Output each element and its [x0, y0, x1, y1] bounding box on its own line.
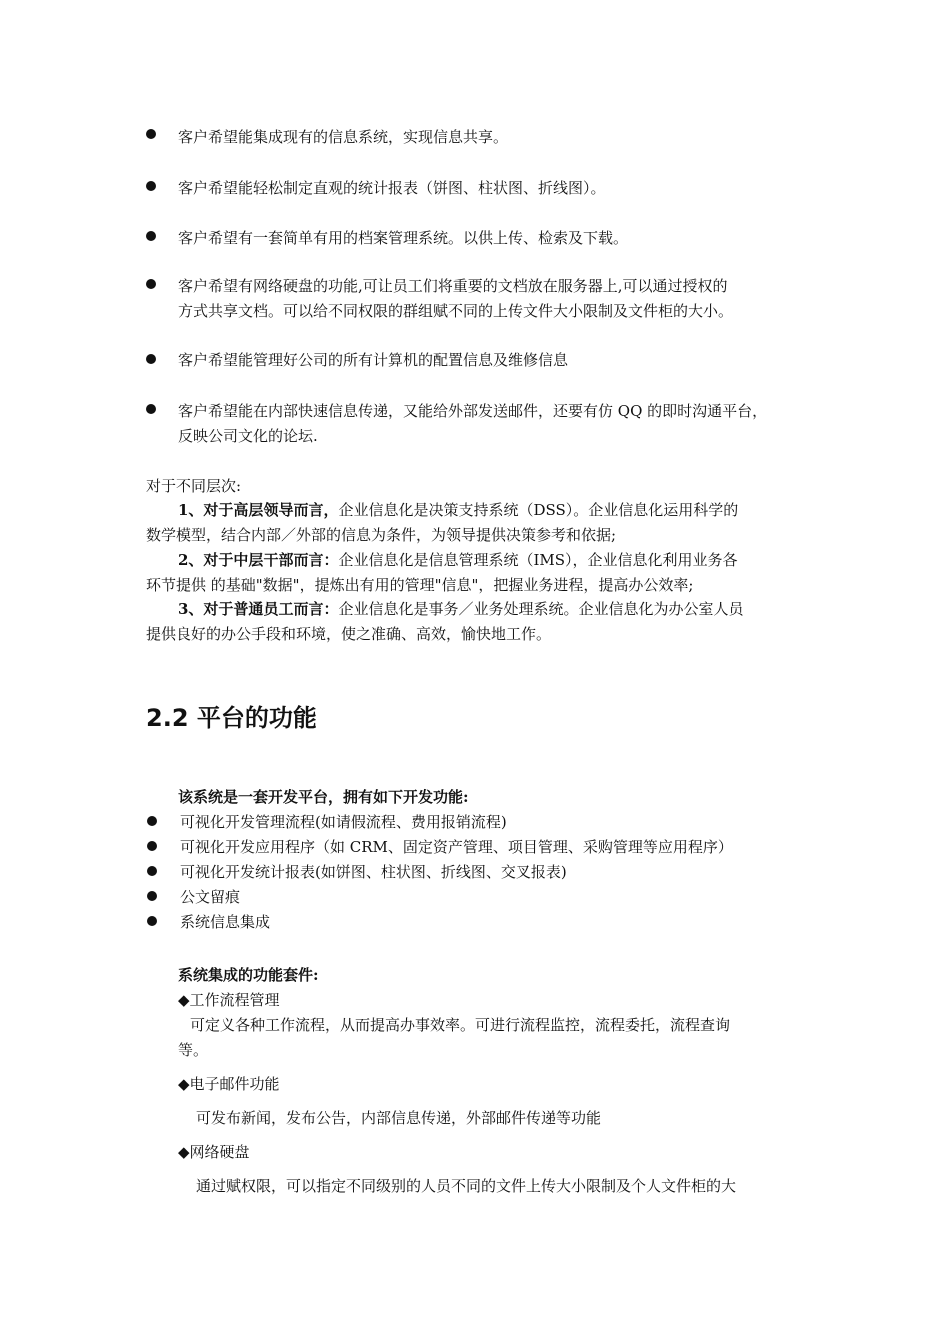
- level-heading: 3、对于普通员工而言：: [178, 600, 339, 618]
- list-item: 客户希望能管理好公司的所有计算机的配置信息及维修信息: [178, 351, 569, 369]
- level-text: 企业信息化是信息管理系统（IMS），企业信息化利用业务各: [338, 551, 738, 569]
- suite-title: 系统集成的功能套件:: [178, 966, 319, 984]
- bullet-icon: [146, 231, 156, 241]
- list-item: 客户希望能集成现有的信息系统，实现信息共享。: [178, 128, 509, 146]
- bullet-icon: [146, 354, 156, 364]
- feature-item: 可视化开发应用程序（如 CRM、固定资产管理、项目管理、采购管理等应用程序）: [180, 838, 733, 856]
- list-item-continuation: 反映公司文化的论坛.: [178, 427, 318, 445]
- suite-item-desc: 等。: [178, 1041, 209, 1059]
- suite-item-desc: 可发布新闻，发布公告，内部信息传递，外部邮件传递等功能: [196, 1109, 602, 1127]
- bullet-icon: [147, 816, 157, 826]
- feature-item: 系统信息集成: [180, 913, 271, 931]
- list-item: 客户希望有一套简单有用的档案管理系统。以供上传、检索及下载。: [178, 229, 629, 247]
- bullet-icon: [146, 181, 156, 191]
- section-heading: 2.2 平台的功能: [146, 704, 317, 732]
- list-item: 客户希望能轻松制定直观的统计报表（饼图、柱状图、折线图）。: [178, 179, 606, 197]
- list-item: 客户希望有网络硬盘的功能,可让员工们将重要的文档放在服务器上,可以通过授权的: [178, 277, 728, 295]
- level-text: 企业信息化是决策支持系统（DSS）。企业信息化运用科学的: [338, 501, 739, 519]
- bullet-icon: [147, 866, 157, 876]
- suite-item-title: ◆电子邮件功能: [178, 1075, 280, 1093]
- feature-item: 可视化开发管理流程(如请假流程、费用报销流程): [180, 813, 507, 831]
- level-heading: 2、对于中层干部而言：: [178, 551, 339, 569]
- level-paragraph-continuation: 提供良好的办公手段和环境，使之准确、高效，愉快地工作。: [146, 625, 552, 643]
- level-text: 企业信息化是事务／业务处理系统。企业信息化为办公室人员: [338, 600, 744, 618]
- bullet-icon: [147, 916, 157, 926]
- suite-item-title: ◆网络硬盘: [178, 1143, 250, 1161]
- bullet-icon: [147, 891, 157, 901]
- level-paragraph: [178, 548, 738, 572]
- level-paragraph-continuation: 环节提供 的基础"数据"，提炼出有用的管理"信息"，把握业务进程，提高办公效率;: [146, 576, 694, 594]
- level-paragraph-continuation: 数学模型，结合内部／外部的信息为条件，为领导提供决策参考和依据;: [146, 526, 617, 544]
- suite-item-title: ◆工作流程管理: [178, 991, 280, 1009]
- level-heading: 1、对于高层领导而言，: [178, 501, 339, 519]
- level-paragraph: [178, 498, 738, 522]
- bullet-icon: [146, 129, 156, 139]
- feature-item: 可视化开发统计报表(如饼图、柱状图、折线图、交叉报表): [180, 863, 567, 881]
- list-item-continuation: 方式共享文档。可以给不同权限的群组赋不同的上传文件大小限制及文件柜的大小。: [178, 302, 734, 320]
- bullet-icon: [147, 841, 157, 851]
- feature-item: 公文留痕: [180, 888, 241, 906]
- features-intro: 该系统是一套开发平台，拥有如下开发功能:: [178, 788, 469, 806]
- bullet-icon: [146, 279, 156, 289]
- bullet-icon: [146, 404, 156, 414]
- level-paragraph: [178, 597, 743, 621]
- list-item: 客户希望能在内部快速信息传递，又能给外部发送邮件，还要有仿 QQ 的即时沟通平台，: [178, 402, 768, 420]
- suite-item-desc: 可定义各种工作流程，从而提高办事效率。可进行流程监控，流程委托，流程查询: [190, 1016, 731, 1034]
- levels-intro: 对于不同层次:: [146, 477, 242, 495]
- suite-item-desc: 通过赋权限，可以指定不同级别的人员不同的文件上传大小限制及个人文件柜的大: [196, 1177, 737, 1195]
